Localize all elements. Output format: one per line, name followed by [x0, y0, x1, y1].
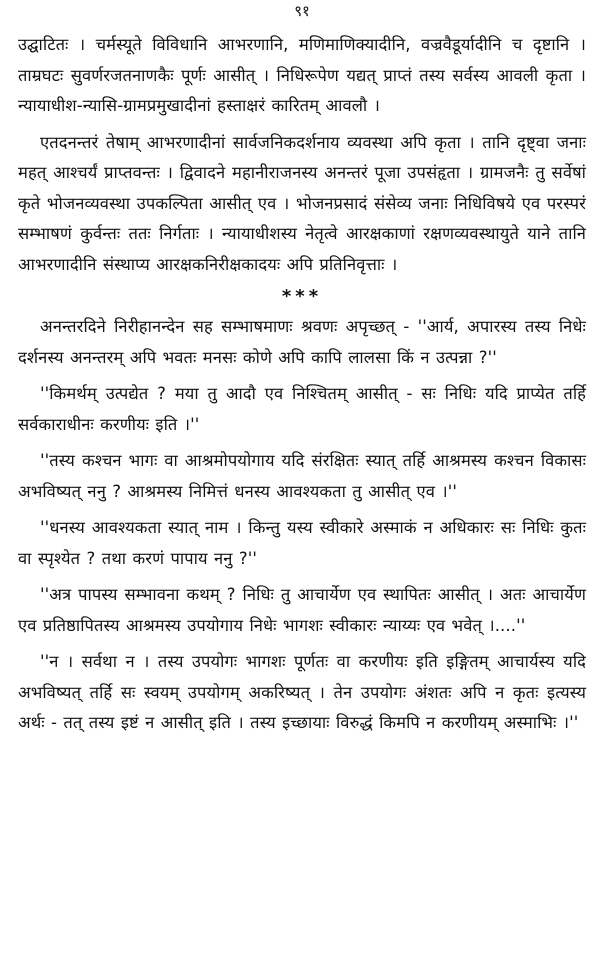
dialogue-paragraph-1: अनन्तरदिने निरीहानन्देन सह सम्भाषमाणः श्रवणः अपृच्छत् - ''आर्य, अपारस्य तस्य निधेः दर्शनस्य अनन्तरम् अपि भवतः मनसः कोणे अपि कापि लालसा किं न उत्पन्ना ?'' [18, 317, 586, 367]
dialogue-paragraph-5: ''अत्र पापस्य सम्भावना कथम् ? निधिः तु आचार्येण एव स्थापितः आसीत् । अतः आचार्येण एव प्रतिष्ठापितस्य आश्रमस्य उपयोगाय निधेः भागशः स्वीकारः न्याय्यः एव भवेत् ।....'' [18, 585, 586, 635]
section-separator: *** [281, 286, 323, 307]
page-number: ९१ [294, 2, 310, 20]
dialogue-paragraph-6: ''न । सर्वथा न । तस्य उपयोगः भागशः पूर्णतः वा करणीयः इति इङ्गितम् आचार्यस्य यदि अभविष्यत् तर्हि सः स्वयम् उपयोगम् अकरिष्यत् । तेन उपयोगः अंशतः अपि न कृतः इत्यस्य अर्थः - तत् तस्य इष्टं न आसीत् इति । तस्य इच्छायाः विरुद्धं किमपि न करणीयम् अस्माभिः ।'' [18, 652, 586, 732]
paragraph-2: एतदनन्तरं तेषाम् आभरणादीनां सार्वजनिकदर्शनाय व्यवस्था अपि कृता । तानि दृष्ट्वा जनाः महत् आश्चर्यं प्राप्तवन्तः । द्विवादने महानीराजनस्य अनन्तरं पूजा उपसंहृता । ग्रामजनैः तु सर्वेषां कृते भोजनव्यवस्था उपकल्पिता आसीत् एव । भोजनप्रसादं संसेव्य जनाः निधिविषये एव परस्परं सम्भाषणं कुर्वन्तः ततः निर्गताः । न्यायाधीशस्य नेतृत्वे आरक्षकाणां रक्षणव्यवस्थायुते याने तानि आभरणादीनि संस्थाप्य आरक्षकनिरीक्षकादयः अपि प्रतिनिवृत्ताः । [18, 132, 586, 274]
paragraph-1: उद्घाटितः । चर्मस्यूते विविधानि आभरणानि, मणिमाणिक्यादीनि, वज्रवैडूर्यादीनि च दृष्टानि । ताम्रघटः सुवर्णरजतनाणकैः पूर्णः आसीत् । निधिरूपेण यद्यत् प्राप्तं तस्य सर्वस्य आवली कृता । न्यायाधीश-न्यासि-ग्रामप्रमुखादीनां हस्ताक्षरं कारितम् आवलौ । [18, 35, 586, 115]
dialogue-paragraph-3: ''तस्य कश्चन भागः वा आश्रमोपयोगाय यदि संरक्षितः स्यात् तर्हि आश्रमस्य कश्चन विकासः अभविष्यत् ननु ? आश्रमस्य निमित्तं धनस्य आवश्यकता तु आसीत् एव ।'' [18, 451, 586, 501]
dialogue-paragraph-2: ''किमर्थम् उत्पद्येत ? मया तु आदौ एव निश्चितम् आसीत् - सः निधिः यदि प्राप्येत तर्हि सर्वकाराधीनः करणीयः इति ।'' [18, 384, 586, 434]
dialogue-paragraph-4: ''धनस्य आवश्यकता स्यात् नाम । किन्तु यस्य स्वीकारे अस्माकं न अधिकारः सः निधिः कुतः वा स्पृश्येत ? तथा करणं पापाय ननु ?'' [18, 518, 586, 568]
